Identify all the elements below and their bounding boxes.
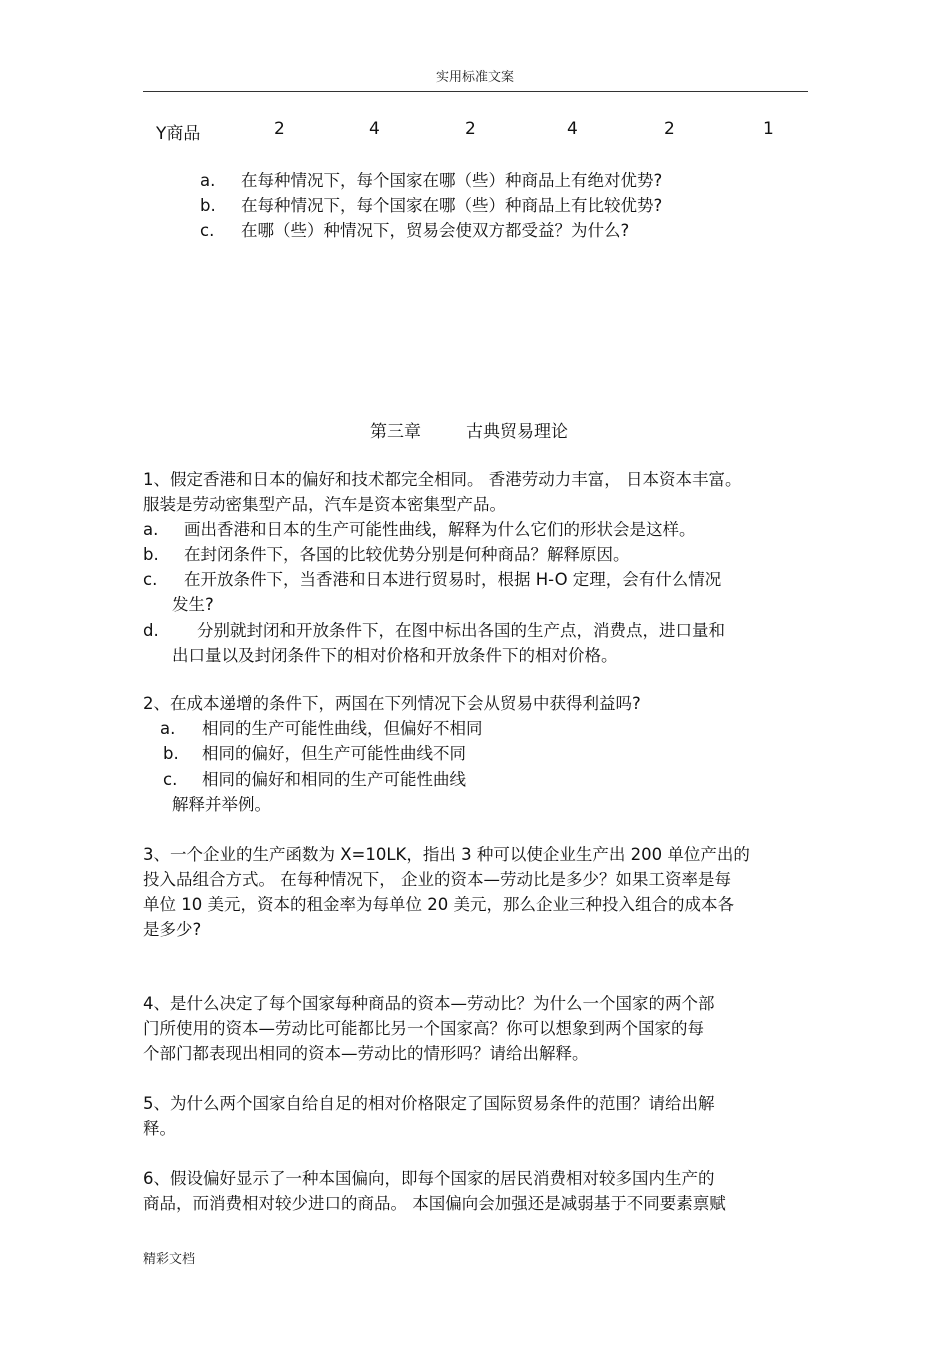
prev-question-text: 在哪（些）种情况下，贸易会使双方都受益？为什么? (241, 221, 630, 240)
prev-question-text: 在每种情况下，每个国家在哪（些）种商品上有比较优势? (241, 196, 663, 215)
q3-line: 3、一个企业的生产函数为 X=10LK，指出 3 种可以使企业生产出 200 单位产出的 (143, 845, 750, 864)
q5-line: 5、为什么两个国家自给自足的相对价格限定了国际贸易条件的范围？请给出解 (143, 1094, 715, 1113)
table-cell: 4 (567, 119, 578, 139)
q2-a-mark: a. (160, 719, 176, 738)
q4-line: 门所使用的资本—劳动比可能都比另一个国家高？你可以想象到两个国家的每 (143, 1019, 704, 1038)
prev-question-text: 在每种情况下，每个国家在哪（些）种商品上有绝对优势? (241, 171, 663, 190)
q1-b-mark: b. (143, 545, 159, 564)
q1-a-text: 画出香港和日本的生产可能性曲线，解释为什么它们的形状会是这样。 (184, 520, 696, 539)
q6-line: 6、假设偏好显示了一种本国偏向，即每个国家的居民消费相对较多国内生产的 (143, 1169, 715, 1188)
q1-c-text: 在开放条件下，当香港和日本进行贸易时，根据 H-O 定理，会有什么情况 (184, 570, 722, 589)
q1-c-text-cont: 发生? (172, 595, 214, 614)
q3-line: 是多少? (143, 920, 202, 939)
q2-a-text: 相同的生产可能性曲线，但偏好不相同 (202, 719, 483, 738)
table-cell: 2 (465, 119, 476, 139)
q1-line: 服装是劳动密集型产品，汽车是资本密集型产品。 (143, 495, 506, 514)
q1-a-mark: a. (143, 520, 159, 539)
chapter-number: 第三章 (370, 422, 421, 442)
q4-line: 4、是什么决定了每个国家每种商品的资本—劳动比？为什么一个国家的两个部 (143, 994, 715, 1013)
q1-line: 1、假定香港和日本的偏好和技术都完全相同。 香港劳动力丰富， 日本资本丰富。 (143, 470, 742, 489)
q2-b-mark: b. (163, 744, 179, 763)
prev-question-mark: a. (200, 171, 216, 190)
table-cell: 2 (664, 119, 675, 139)
q1-c-mark: c. (143, 570, 158, 589)
prev-question-mark: b. (200, 196, 216, 215)
table-cell: 4 (369, 119, 380, 139)
q1-d-mark: d. (143, 621, 159, 640)
q2-tail: 解释并举例。 (172, 795, 271, 814)
page-header: 实用标准文案 (435, 70, 514, 85)
q1-b-text: 在封闭条件下，各国的比较优势分别是何种商品？解释原因。 (184, 545, 630, 564)
q4-line: 个部门都表现出相同的资本—劳动比的情形吗？请给出解释。 (143, 1044, 589, 1063)
q3-line: 单位 10 美元，资本的租金率为每单位 20 美元，那么企业三种投入组合的成本各 (143, 895, 734, 914)
q6-line: 商品，而消费相对较少进口的商品。 本国偏向会加强还是减弱基于不同要素禀赋 (143, 1194, 726, 1213)
q3-line: 投入品组合方式。 在每种情况下， 企业的资本—劳动比是多少？如果工资率是每 (143, 870, 731, 889)
header-rule (143, 91, 808, 92)
q2-c-mark: c. (163, 770, 178, 789)
table-row-label: Y商品 (156, 124, 201, 144)
table-cell: 1 (763, 119, 774, 139)
q2-line: 2、在成本递增的条件下，两国在下列情况下会从贸易中获得利益吗? (143, 694, 641, 713)
q1-d-text: 分别就封闭和开放条件下，在图中标出各国的生产点，消费点，进口量和 (197, 621, 725, 640)
table-cell: 2 (274, 119, 285, 139)
prev-question-mark: c. (200, 221, 215, 240)
q1-d-text-cont: 出口量以及封闭条件下的相对价格和开放条件下的相对价格。 (172, 646, 618, 665)
q2-c-text: 相同的偏好和相同的生产可能性曲线 (202, 770, 466, 789)
chapter-title: 古典贸易理论 (466, 422, 568, 442)
q2-b-text: 相同的偏好，但生产可能性曲线不同 (202, 744, 466, 763)
q5-line: 释。 (143, 1119, 176, 1138)
page-footer: 精彩文档 (143, 1252, 196, 1267)
